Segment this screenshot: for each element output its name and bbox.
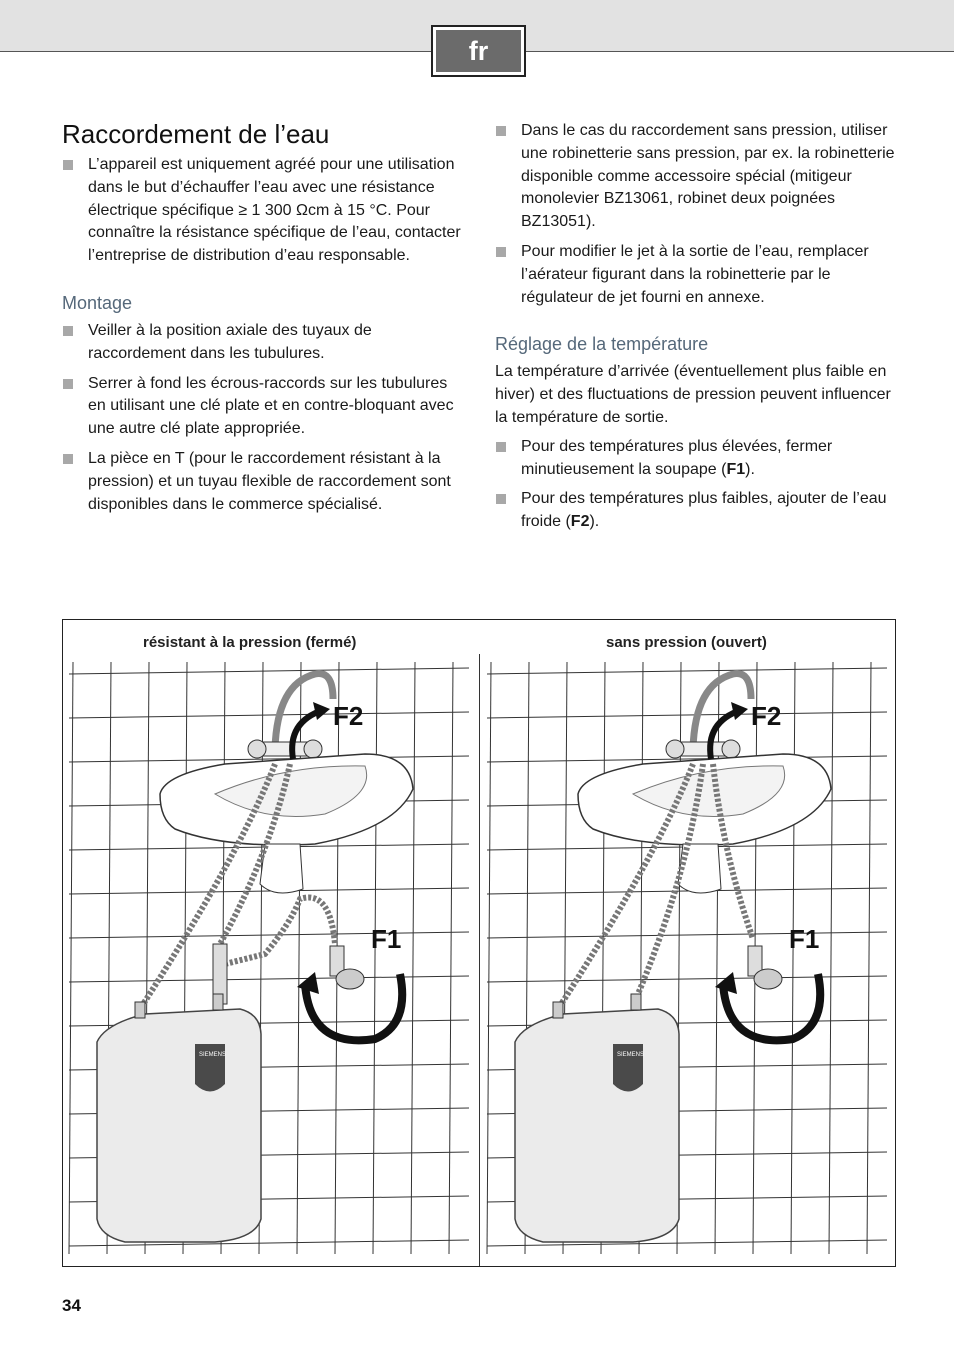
temperature-list bbox=[495, 436, 900, 534]
label-f2: F2 bbox=[751, 701, 782, 731]
arrow-head-f2 bbox=[731, 702, 748, 720]
heater-connector-right bbox=[213, 994, 223, 1010]
list-item: Serrer à fond les écrous-raccords sur les tubulures en utilisant une clé plate et en contre-bloquant avec une autre clé plate appropriée. bbox=[62, 373, 467, 441]
language-code: fr bbox=[436, 30, 521, 72]
list-item: L’appareil est uniquement agréé pour une utilisation dans le but d’échauffer l’eau avec une résistance électrique spécifique ≥ 1 300 Ωcm à 15 °C. Pour connaître la résistance spécifique de l’eau, contacter l’entreprise de distribution d’eau responsable. bbox=[62, 154, 467, 268]
open-installation-illustration bbox=[483, 654, 895, 1264]
label-f1: F1 bbox=[789, 924, 820, 954]
water-heater bbox=[97, 1009, 261, 1242]
section-title: Raccordement de l’eau bbox=[62, 119, 330, 149]
water-heater bbox=[515, 1009, 679, 1242]
brand-logo: SIEMENS bbox=[199, 1052, 227, 1058]
faucet-handle-right bbox=[304, 740, 322, 758]
left-column bbox=[62, 118, 467, 523]
installation-figure bbox=[62, 619, 896, 1267]
caption-unpressurized: sans pression (ouvert) bbox=[606, 634, 767, 651]
list-item: Pour des températures plus élevées, fermer minutieusement la soupape (F1). bbox=[495, 436, 900, 482]
label-f1: F1 bbox=[371, 924, 402, 954]
list-item: Pour des températures plus faibles, ajouter de l’eau froide (F2). bbox=[495, 488, 900, 534]
page-number: 34 bbox=[62, 1296, 81, 1315]
bullet-square-icon bbox=[496, 442, 506, 452]
list-item: La pièce en T (pour le raccordement résistant à la pression) et un tuyau flexible de raccordement sont disponibles dans le commerce spécialisé. bbox=[62, 448, 467, 516]
heater-connector-left bbox=[553, 1002, 563, 1018]
bullet-square-icon bbox=[63, 326, 73, 336]
panel-open bbox=[483, 654, 895, 1264]
list-item: Pour modifier le jet à la sortie de l’eau, remplacer l’aérateur figurant dans la robinetterie par le régulateur de jet fourni en annexe. bbox=[495, 241, 900, 309]
temperature-paragraph: La température d’arrivée (éventuellement plus faible en hiver) et des fluctuations de pression peuvent influencer la température de sortie. bbox=[495, 363, 891, 426]
list-item: Dans le cas du raccordement sans pression, utiliser une robinetterie sans pression, par ex. la robinetterie disponible comme accessoire spécial (mitigeur monolevier BZ13061, robinet deux poignées BZ13051). bbox=[495, 120, 900, 234]
valve-knob bbox=[336, 969, 364, 989]
right-column bbox=[495, 120, 900, 541]
heater-connector-left bbox=[135, 1002, 145, 1018]
bullet-square-icon bbox=[63, 160, 73, 170]
faucet-handle-left bbox=[666, 740, 684, 758]
bullet-square-icon bbox=[496, 126, 506, 136]
faucet-handle-right bbox=[722, 740, 740, 758]
bullet-square-icon bbox=[496, 494, 506, 504]
intro-list bbox=[62, 154, 467, 268]
temperature-heading: Réglage de la température bbox=[495, 334, 709, 355]
right-list bbox=[495, 120, 900, 309]
figure-divider bbox=[479, 654, 480, 1266]
bullet-square-icon bbox=[496, 247, 506, 257]
list-item: Veiller à la position axiale des tuyaux de raccordement dans les tubulures. bbox=[62, 320, 467, 366]
faucet-handle-left bbox=[248, 740, 266, 758]
arrow-head-f2 bbox=[313, 702, 330, 720]
language-badge bbox=[431, 25, 526, 77]
panel-closed bbox=[65, 654, 477, 1264]
brand-logo: SIEMENS bbox=[617, 1052, 645, 1058]
heater-connector-right bbox=[631, 994, 641, 1010]
bullet-square-icon bbox=[63, 454, 73, 464]
montage-list bbox=[62, 320, 467, 516]
label-f2: F2 bbox=[333, 701, 364, 731]
bullet-square-icon bbox=[63, 379, 73, 389]
closed-installation-illustration bbox=[65, 654, 477, 1264]
valve-knob bbox=[754, 969, 782, 989]
caption-pressure-resistant: résistant à la pression (fermé) bbox=[143, 634, 357, 651]
montage-heading: Montage bbox=[62, 292, 133, 313]
